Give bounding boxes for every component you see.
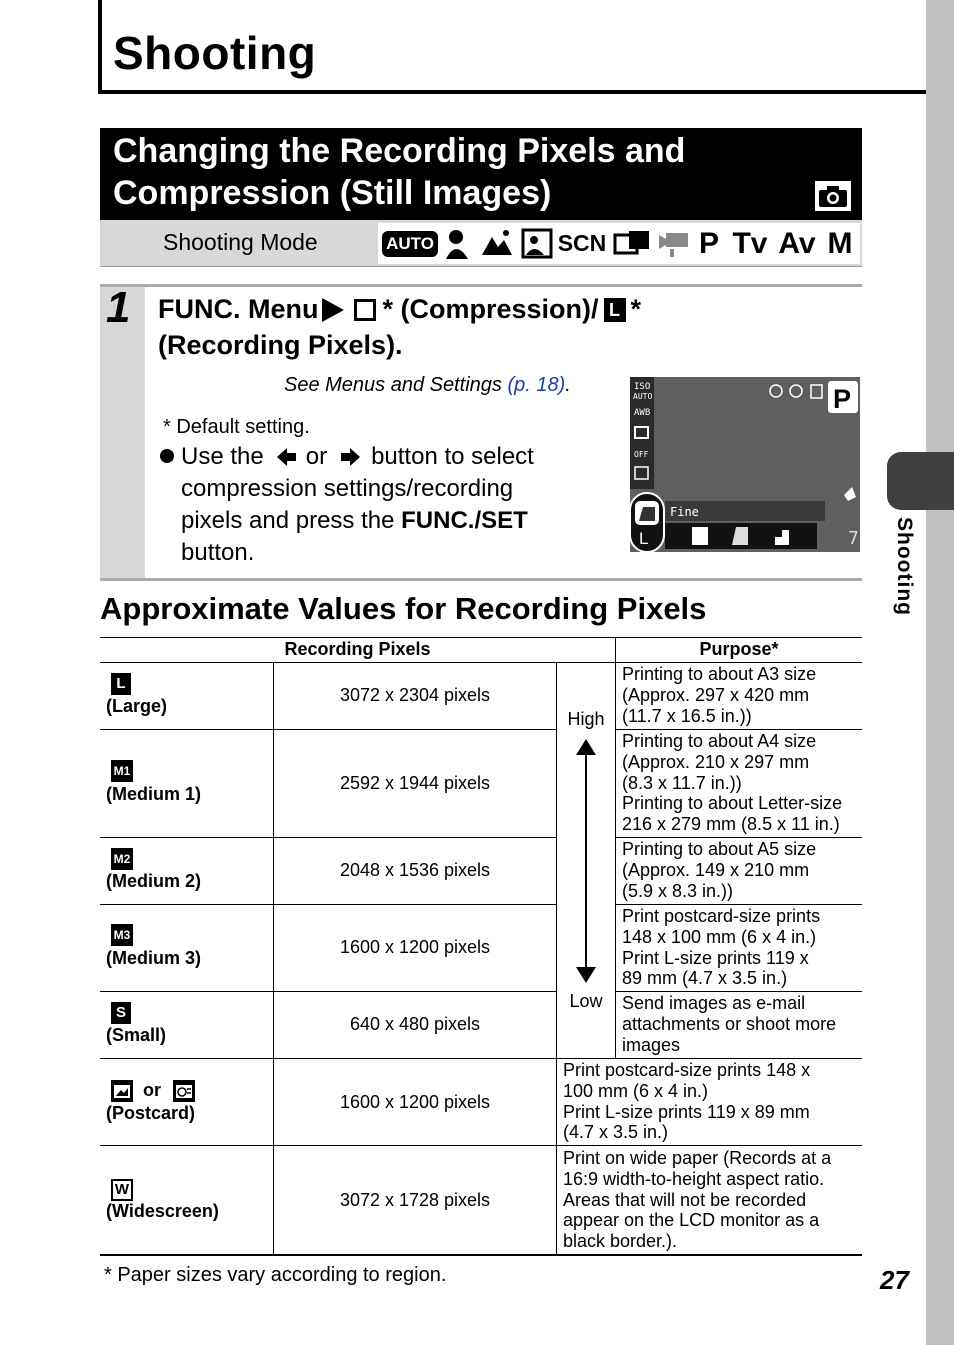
section-title-line1: Changing the Recording Pixels and xyxy=(113,132,686,170)
step-instruction-line1 xyxy=(158,294,641,325)
step-rule-bottom xyxy=(100,578,862,581)
purpose-line: Print postcard-size prints xyxy=(622,906,821,926)
default-setting-note: * Default setting. xyxy=(163,416,310,438)
purpose-line: Send images as e-mail xyxy=(622,993,806,1013)
row-name: (Large) xyxy=(106,696,168,716)
row-purpose xyxy=(622,993,836,1055)
or-text: or xyxy=(305,443,328,470)
table-rule xyxy=(616,837,862,838)
shooting-mode-icons xyxy=(378,223,860,264)
instruction-line4: button. xyxy=(181,539,255,566)
row-purpose xyxy=(563,1148,831,1252)
side-tab-label: Shooting xyxy=(893,517,916,616)
page-number: 27 xyxy=(880,1265,909,1295)
av-mode-icon: Av xyxy=(778,226,816,260)
header-purpose: Purpose* xyxy=(699,639,779,659)
movie-mode-icon xyxy=(656,225,692,262)
table-rule xyxy=(616,991,862,992)
lcd-superfine-icon xyxy=(692,527,708,545)
auto-mode-icon xyxy=(382,225,438,262)
header-recording-pixels: Recording Pixels xyxy=(284,639,431,659)
lcd-shot-count: 7 xyxy=(848,528,859,549)
program-mode-icon: P xyxy=(698,226,719,260)
purpose-line: Print on wide paper (Records at a xyxy=(563,1148,832,1168)
purpose-line: Print L-size prints 119 x xyxy=(622,947,809,968)
step-rule-top xyxy=(100,284,862,287)
table-rule xyxy=(100,837,557,838)
purpose-line: (Approx. 149 x 210 mm xyxy=(622,859,810,880)
scn-mode-icon: SCN xyxy=(557,230,607,256)
purpose-line: (11.7 x 16.5 in.)) xyxy=(622,705,752,726)
row-pixels: 3072 x 1728 pixels xyxy=(339,1190,491,1210)
use-the-text: Use the xyxy=(181,443,264,470)
row-pixels: 1600 x 1200 pixels xyxy=(339,937,491,957)
table-rule xyxy=(616,904,862,905)
purpose-line: Printing to about A3 size xyxy=(622,664,817,684)
table-rule xyxy=(100,662,862,663)
purpose-line: Printing to about Letter-size xyxy=(622,793,843,814)
chapter-rule xyxy=(98,90,926,94)
table-rule xyxy=(100,729,557,730)
instruction-line1 xyxy=(181,443,534,471)
row-purpose xyxy=(622,839,816,901)
purpose-line: 148 x 100 mm (6 x 4 in.) xyxy=(622,926,817,947)
table-rule xyxy=(616,729,862,730)
table-rule xyxy=(615,637,616,1058)
row-pixels: 3072 x 2304 pixels xyxy=(339,685,491,705)
func-set-label: FUNC./SET xyxy=(401,507,528,534)
night-scene-mode-icon xyxy=(520,225,554,262)
row-purpose xyxy=(622,731,842,835)
bullet-icon xyxy=(160,449,174,463)
tv-mode-icon: Tv xyxy=(732,226,768,260)
row-purpose xyxy=(622,664,816,726)
large-icon: L xyxy=(111,673,131,695)
arrow-right-icon xyxy=(322,298,344,322)
purpose-line: 100 mm (6 x 4 in.) xyxy=(563,1080,709,1101)
instruction-line3 xyxy=(181,507,528,535)
manual-mode-icon: M xyxy=(827,226,853,260)
medium1-icon: M1 xyxy=(111,760,133,782)
row-name: (Medium 2) xyxy=(106,871,202,891)
small-icon: S xyxy=(111,1002,131,1024)
row-purpose xyxy=(563,1060,810,1143)
instruction-line2: compression settings/recording xyxy=(181,475,514,502)
side-tab-label-box xyxy=(892,517,920,637)
purpose-line: appear on the LCD monitor as a xyxy=(563,1210,820,1231)
purpose-line: 89 mm (4.7 x 3.5 in.) xyxy=(622,968,788,989)
pixels-star: * xyxy=(630,294,642,324)
landscape-mode-icon xyxy=(480,225,514,262)
see-menus-reference xyxy=(284,374,571,397)
purpose-line: (4.7 x 3.5 in.) xyxy=(563,1122,669,1143)
recording-pixels-table xyxy=(100,637,862,1256)
chapter-side-tab[interactable] xyxy=(887,452,954,510)
table-rule xyxy=(556,662,557,1255)
large-pixels-icon: L xyxy=(604,298,626,322)
right-margin-strip xyxy=(926,0,954,1345)
lcd-flash-off-label: OFF xyxy=(634,450,649,459)
button-to-select-text: button to select xyxy=(371,443,534,470)
lcd-mode-label: P xyxy=(833,384,852,414)
purpose-line: images xyxy=(622,1034,681,1055)
table-rule xyxy=(100,1254,862,1256)
row-purpose xyxy=(622,906,820,989)
purpose-line: Printing to about A5 size xyxy=(622,839,817,859)
purpose-line: (5.9 x 8.3 in.)) xyxy=(622,880,734,901)
table-rule xyxy=(100,1058,862,1059)
stitch-assist-mode-icon xyxy=(612,225,652,262)
row-pixels: 640 x 480 pixels xyxy=(349,1014,481,1034)
page-18-link[interactable]: (p. 18) xyxy=(507,374,566,396)
widescreen-icon: W xyxy=(111,1179,133,1201)
postcard-icon xyxy=(111,1080,133,1102)
date-stamp-postcard-icon xyxy=(173,1080,195,1102)
portrait-mode-icon xyxy=(442,225,474,262)
medium3-icon: M3 xyxy=(111,924,133,946)
table-rule xyxy=(273,662,274,1255)
see-menus-suffix: . xyxy=(565,374,571,396)
purpose-line: black border.). xyxy=(563,1231,678,1252)
lcd-iso-label: ISO xyxy=(634,382,651,392)
purpose-line: Print postcard-size prints 148 x xyxy=(563,1060,811,1080)
purpose-line: 16:9 width-to-height aspect ratio. xyxy=(563,1168,825,1189)
purpose-line: (Approx. 297 x 420 mm xyxy=(622,684,810,705)
or-label: or xyxy=(143,1080,161,1100)
lcd-screen-preview xyxy=(630,377,860,552)
row-name: (Medium 3) xyxy=(106,948,202,968)
medium2-icon: M2 xyxy=(111,848,133,870)
low-label: Low xyxy=(569,991,603,1011)
compression-label: * (Compression)/ xyxy=(382,294,599,324)
section-title-line2: Compression (Still Images) xyxy=(113,174,552,212)
step-instruction-line2: (Recording Pixels). xyxy=(158,330,403,360)
shooting-mode-label: Shooting Mode xyxy=(163,229,318,255)
high-label: High xyxy=(567,709,605,729)
step-number: 1 xyxy=(106,283,131,332)
paper-size-footnote: * Paper sizes vary according to region. xyxy=(104,1264,447,1286)
row-name: (Small) xyxy=(106,1025,167,1045)
table-rule xyxy=(100,904,557,905)
table-rule xyxy=(100,991,557,992)
camera-icon xyxy=(815,181,851,211)
row-pixels: 2048 x 1536 pixels xyxy=(339,860,491,880)
left-arrow-icon xyxy=(276,446,298,468)
right-arrow-icon xyxy=(339,446,361,468)
table-rule xyxy=(100,1145,862,1146)
row-name: (Widescreen) xyxy=(106,1201,219,1221)
chapter-title: Shooting xyxy=(113,27,317,79)
purpose-line: (Approx. 210 x 297 mm xyxy=(622,751,810,772)
purpose-line: attachments or shoot more xyxy=(622,1013,837,1034)
purpose-line: 216 x 279 mm (8.5 x 11 in.) xyxy=(622,814,840,835)
instruction-line3-prefix: pixels and press the xyxy=(181,507,402,534)
lcd-fine-label: Fine xyxy=(670,505,699,519)
row-name: (Postcard) xyxy=(106,1103,196,1123)
row-pixels: 2592 x 1944 pixels xyxy=(339,773,491,793)
high-low-arrow-icon xyxy=(574,737,598,985)
purpose-line: (8.3 x 11.7 in.)) xyxy=(622,772,742,793)
row-name: (Medium 1) xyxy=(106,784,202,804)
lcd-wb-label: AWB xyxy=(634,408,651,418)
purpose-line: Areas that will not be recorded xyxy=(563,1189,807,1210)
table-rule xyxy=(100,637,862,638)
row-pixels: 1600 x 1200 pixels xyxy=(339,1092,491,1112)
func-menu-label: FUNC. Menu xyxy=(158,294,319,324)
chapter-bar xyxy=(98,0,102,94)
purpose-line: Print L-size prints 119 x 89 mm xyxy=(563,1101,810,1122)
approx-values-title: Approximate Values for Recording Pixels xyxy=(100,591,707,626)
lcd-iso-value: AUTO xyxy=(633,392,653,401)
auto-mode-label: AUTO xyxy=(382,231,438,257)
see-menus-prefix: See Menus and Settings xyxy=(284,374,508,396)
purpose-line: Printing to about A4 size xyxy=(622,731,817,751)
compression-icon xyxy=(354,299,376,321)
lcd-large-label: L xyxy=(639,529,649,548)
